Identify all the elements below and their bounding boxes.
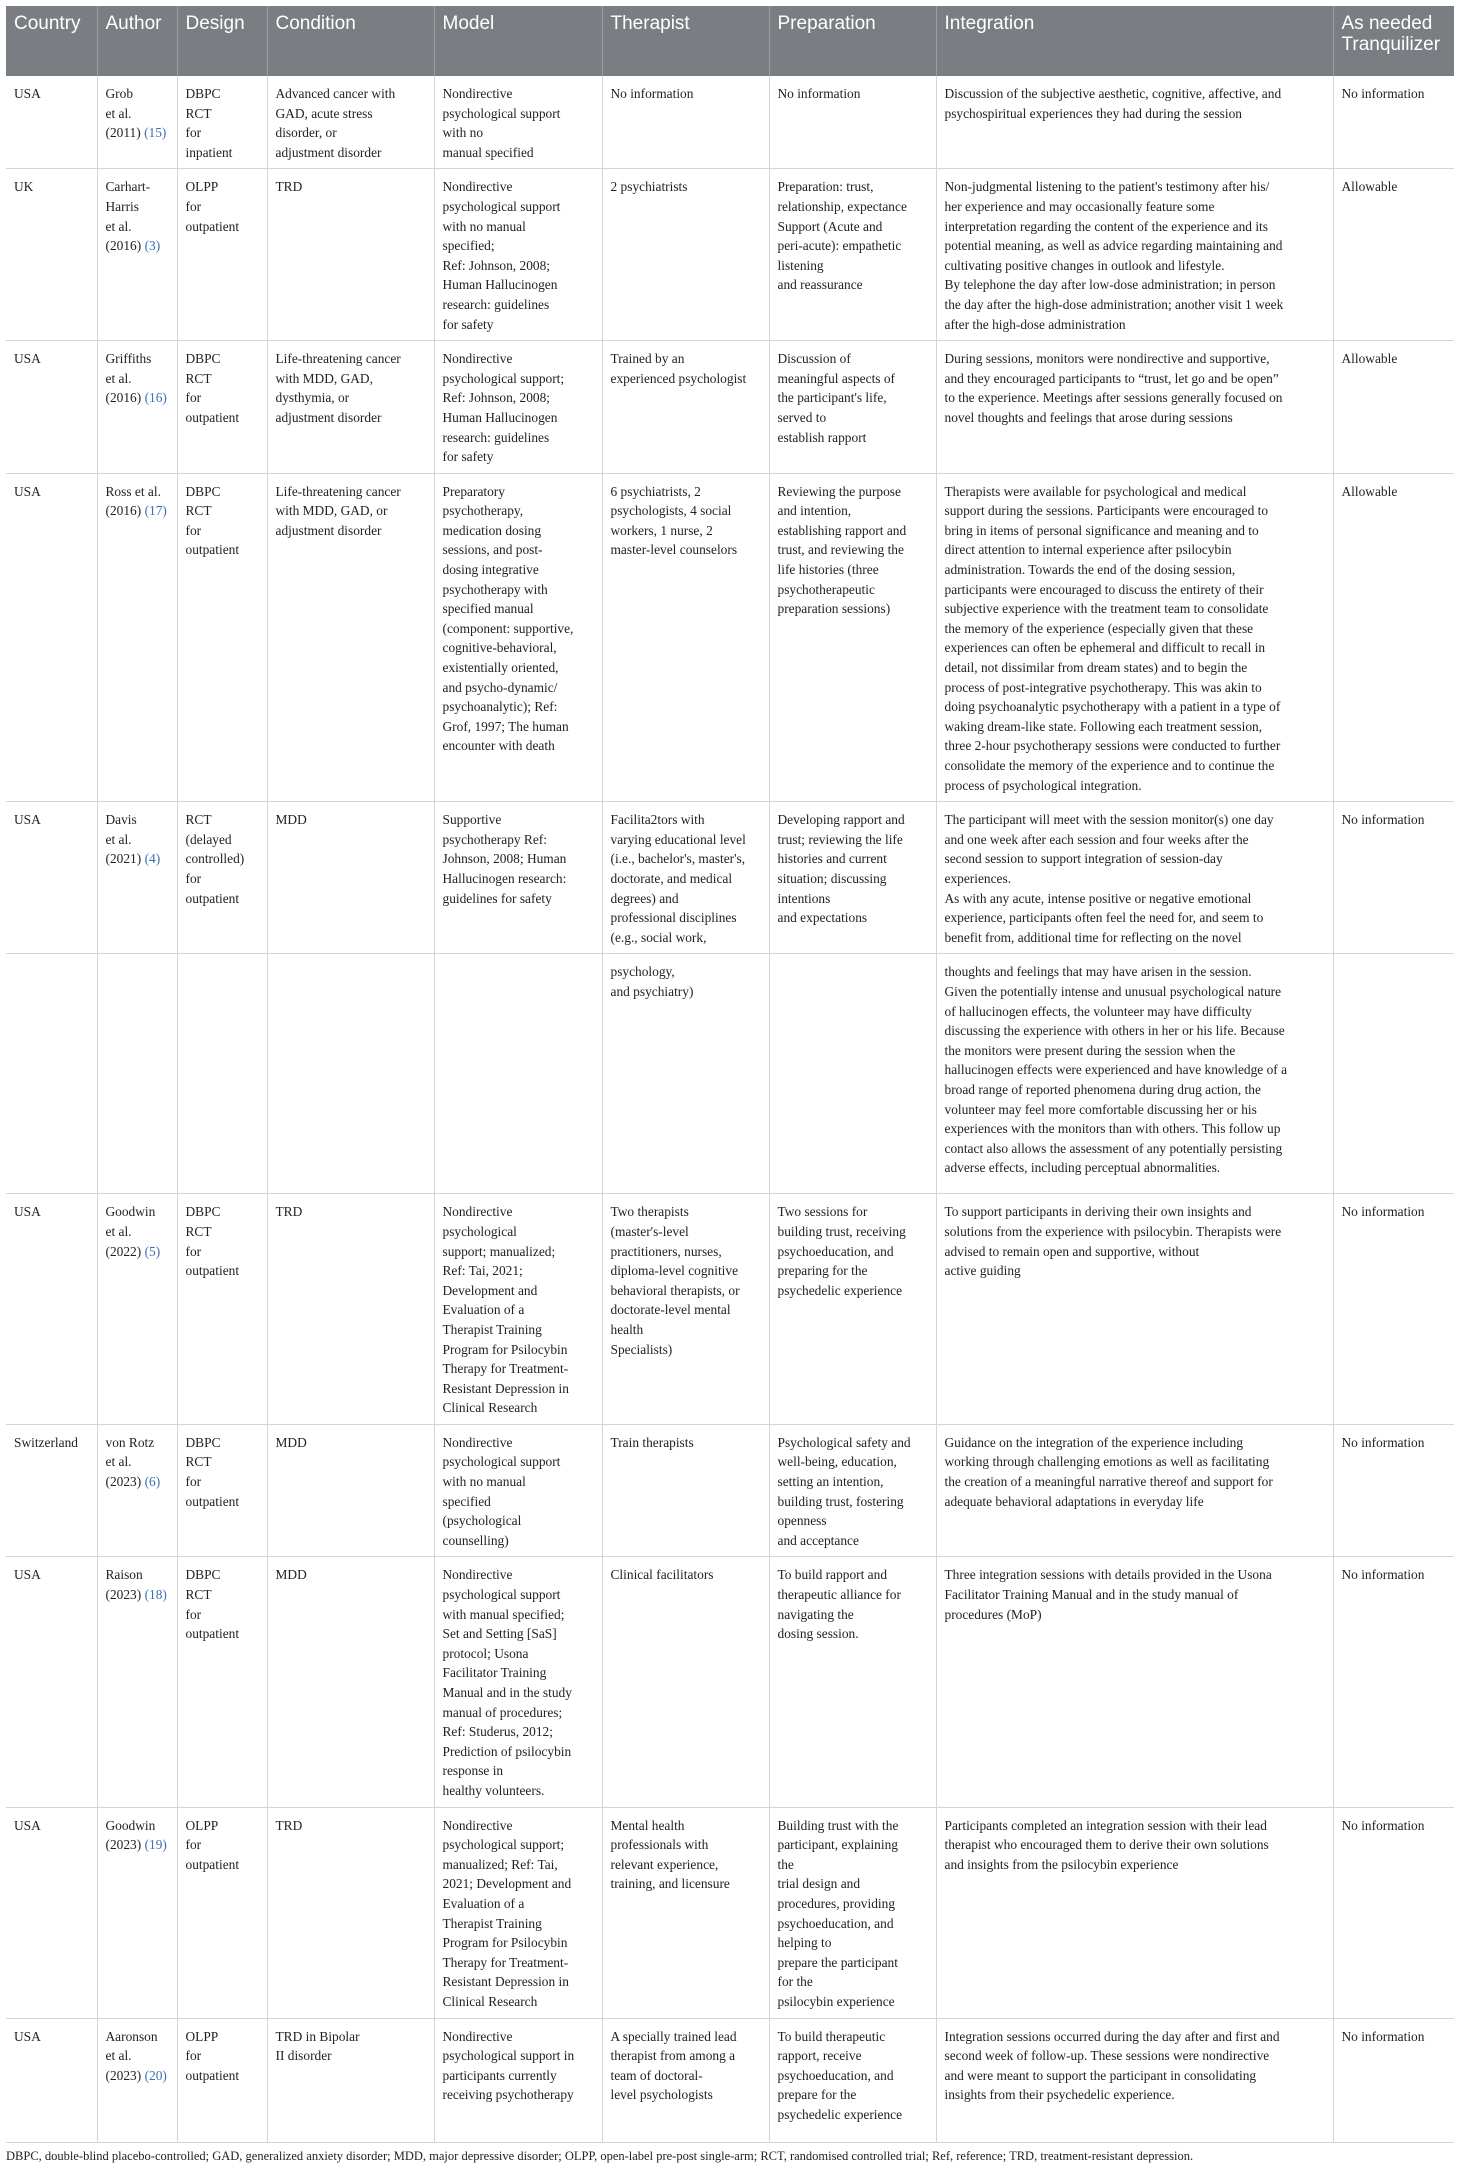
cell-author	[97, 802, 177, 954]
table-row	[6, 1424, 1454, 1557]
reference-link[interactable]: (16)	[144, 390, 167, 406]
cell-text: USA	[14, 1204, 41, 1220]
reference-link[interactable]: (15)	[144, 125, 167, 141]
cell-text: USA	[14, 812, 41, 828]
cell-text: MDD	[275, 812, 307, 828]
cell-model	[434, 1557, 602, 1807]
cell-tranquilizer	[1333, 1557, 1454, 1807]
cell-therapist	[602, 473, 769, 802]
cell-design	[177, 2018, 267, 2142]
cell-tranquilizer	[1333, 169, 1454, 341]
cell-country	[6, 76, 97, 169]
cell-design	[177, 954, 267, 1194]
cell-text: thoughts and feelings that may have arisen in the session. Given the potentially intense and unusual psychological nature of hallucinogen effects, the volunteer may have difficulty discussing the experience with others in her or his life. Because the monitors were present during the session when the hallucinogen effects were experienced and have knowledge of a broad range of reported phenomena during drug action, the volunteer may feel more comfortable discussing her or his experiences with the monitors than with others. This follow up contact also allows the assessment of any potentially persisting adverse effects, including perceptual abnormalities.	[944, 964, 1288, 1176]
cell-tranquilizer	[1333, 802, 1454, 954]
cell-tranquilizer	[1333, 1194, 1454, 1425]
cell-text: Ross et al. (2016)	[105, 483, 161, 519]
cell-text: Developing rapport and trust; reviewing the life histories and current situation; discussing intentions and expectations	[777, 812, 905, 926]
cell-country	[6, 1557, 97, 1807]
reference-link[interactable]: (18)	[144, 1587, 167, 1603]
page	[6, 6, 1454, 2164]
cell-text: DBPC RCT for outpatient	[185, 483, 240, 558]
cell-text: Guidance on the integration of the experience including working through challenging emotions as well as facilitating the creation of a meaningful narrative thereof and support for adequate behavioral adaptations in everyday life	[944, 1434, 1273, 1509]
cell-author	[97, 954, 177, 1194]
cell-integration	[936, 1194, 1333, 1425]
cell-integration	[936, 169, 1333, 341]
cell-text: MDD	[275, 1434, 307, 1450]
cell-preparation	[769, 954, 936, 1194]
reference-link[interactable]: (19)	[144, 1837, 167, 1853]
cell-text: Train therapists	[610, 1434, 694, 1450]
cell-therapist	[602, 341, 769, 474]
cell-text: Non-judgmental listening to the patient's testimony after his/ her experience and may occasionally feature some interpretation regarding the content of the experience and its potential meaning, as well as advice regarding maintaining and cultivating positive changes in outlook and lifestyle. By telephone the day after low-dose administration; in person the day after the high-dose administration; another visit 1 week after the high-dose administration	[944, 179, 1284, 332]
cell-text: Two therapists (master's-level practitioners, nurses, diploma-level cognitive behavioral therapists, or doctorate-level mental health Specialists)	[610, 1204, 740, 1357]
cell-text: psychology, and psychiatry)	[610, 964, 694, 999]
table-body	[6, 76, 1454, 2142]
table-row	[6, 473, 1454, 802]
cell-design	[177, 169, 267, 341]
cell-text: Nondirective psychological support in participants currently receiving psychotherapy	[442, 2028, 575, 2103]
reference-link[interactable]: (6)	[144, 1474, 161, 1490]
cell-preparation	[769, 802, 936, 954]
cell-text: von Rotz et al. (2023)	[105, 1434, 155, 1490]
cell-text: TRD	[275, 179, 303, 195]
cell-integration	[936, 76, 1333, 169]
cell-integration	[936, 473, 1333, 802]
table-row	[6, 169, 1454, 341]
cell-text: Allowable	[1341, 179, 1398, 195]
header-therapist: Therapist	[602, 6, 769, 76]
reference-link[interactable]: (20)	[144, 2067, 167, 2083]
cell-text: TRD	[275, 1204, 303, 1220]
cell-design	[177, 802, 267, 954]
cell-text: USA	[14, 1567, 41, 1583]
cell-country	[6, 802, 97, 954]
header-row	[6, 6, 1454, 76]
cell-author	[97, 2018, 177, 2142]
comparison-table	[6, 6, 1454, 2143]
cell-integration	[936, 802, 1333, 954]
cell-preparation	[769, 341, 936, 474]
cell-text: The participant will meet with the session monitor(s) one day and one week after each session and four weeks after the second session to support integration of session-day experiences. As with any acute, intense positive or negative emotional experience, participants often feel the need for, and seem to benefit from, additional time for reflecting on the novel	[944, 812, 1274, 945]
cell-tranquilizer	[1333, 473, 1454, 802]
cell-text: Nondirective psychological support with no manual specified (psychological counselling)	[442, 1434, 561, 1548]
cell-text: Therapists were available for psychological and medical support during the sessions. Participants were encouraged to bring in items of personal significance and meaning and to direct attention to internal experience after psilocybin administration. Towards the end of the dosing session, participants were encouraged to discuss the entirety of their subjective experience with the treatment team to consolidate the memory of the experience (especially given that these experiences can often be ephemeral and difficult to recall in detail, not dissimilar from dream states) and to begin the process of post-integrative psychotherapy. This was akin to doing psychoanalytic psychotherapy with a patient in a type of waking dream-like state. Following each treatment session, three 2-hour psychotherapy sessions were conducted to further consolidate the memory of the experience and to continue the process of psychological integration.	[944, 483, 1281, 793]
cell-text: To build rapport and therapeutic alliance for navigating the dosing session.	[777, 1567, 901, 1642]
cell-text: DBPC RCT for outpatient	[185, 1567, 240, 1642]
cell-country	[6, 473, 97, 802]
cell-text: DBPC RCT for inpatient	[185, 86, 233, 160]
table-row	[6, 1194, 1454, 1425]
cell-condition	[267, 169, 434, 341]
cell-text: Allowable	[1341, 351, 1398, 367]
reference-link[interactable]: (5)	[144, 1243, 161, 1259]
cell-text: Nondirective psychological support; manualized; Ref: Tai, 2021; Development and Evaluation of a Therapist Training Program for Psilocybin Therapy for Treatment- Resistant Depression in Clinical Research	[442, 1204, 569, 1416]
cell-text: Supportive psychotherapy Ref: Johnson, 2008; Human Hallucinogen research: guidelines for safety	[442, 812, 567, 906]
cell-text: Trained by an experienced psychologist	[610, 351, 747, 386]
cell-country	[6, 954, 97, 1194]
cell-text: Nondirective psychological support; Ref: Johnson, 2008; Human Hallucinogen research: guidelines for safety	[442, 351, 565, 465]
table-row	[6, 1807, 1454, 2018]
cell-text: Davis et al. (2021)	[105, 812, 142, 867]
cell-text: Two sessions for building trust, receiving psychoeducation, and preparing for the psychedelic experience	[777, 1204, 906, 1298]
cell-text: Discussion of the subjective aesthetic, cognitive, affective, and psychospiritual experiences they had during the session	[944, 86, 1282, 121]
cell-preparation	[769, 2018, 936, 2142]
cell-condition	[267, 76, 434, 169]
cell-text: No information	[610, 86, 694, 101]
cell-therapist	[602, 1807, 769, 2018]
cell-condition	[267, 473, 434, 802]
cell-preparation	[769, 473, 936, 802]
cell-author	[97, 1557, 177, 1807]
cell-text: Psychological safety and well-being, education, setting an intention, building trust, fostering openness and acceptance	[777, 1434, 911, 1548]
cell-model	[434, 473, 602, 802]
cell-text: Goodwin (2023)	[105, 1817, 156, 1853]
cell-text: UK	[14, 179, 34, 195]
table-row	[6, 341, 1454, 474]
cell-text: Carhart- Harris et al. (2016)	[105, 179, 151, 254]
cell-text: No information	[1341, 812, 1425, 828]
cell-model	[434, 169, 602, 341]
header-author: Author	[97, 6, 177, 76]
cell-author	[97, 473, 177, 802]
cell-design	[177, 341, 267, 474]
cell-integration	[936, 2018, 1333, 2142]
cell-text: Nondirective psychological support with no manual specified	[442, 86, 561, 160]
cell-country	[6, 2018, 97, 2142]
cell-preparation	[769, 1557, 936, 1807]
cell-text: Allowable	[1341, 483, 1398, 499]
header-preparation: Preparation	[769, 6, 936, 76]
cell-text: Preparatory psychotherapy, medication dosing sessions, and post- dosing integrative psychotherapy with specified manual (component: supportive, cognitive-behavioral, existentially oriented, and psycho-dynamic/ psychoanalytic); Ref: Grof, 1997; The human encounter with death	[442, 483, 574, 754]
cell-therapist	[602, 954, 769, 1194]
cell-text: No information	[1341, 86, 1425, 101]
cell-author	[97, 1424, 177, 1557]
cell-text: MDD	[275, 1567, 307, 1583]
cell-preparation	[769, 1194, 936, 1425]
cell-text: To build therapeutic rapport, receive psychoeducation, and prepare for the psychedelic experience	[777, 2028, 903, 2122]
cell-model	[434, 1807, 602, 2018]
cell-country	[6, 1424, 97, 1557]
cell-design	[177, 1194, 267, 1425]
cell-text: USA	[14, 483, 41, 499]
cell-integration	[936, 1807, 1333, 2018]
cell-model	[434, 1194, 602, 1425]
cell-text: DBPC RCT for outpatient	[185, 351, 240, 425]
cell-text: No information	[1341, 1434, 1425, 1450]
cell-country	[6, 1807, 97, 2018]
cell-integration	[936, 954, 1333, 1194]
cell-text: Switzerland	[14, 1434, 78, 1450]
cell-author	[97, 341, 177, 474]
cell-design	[177, 1807, 267, 2018]
cell-condition	[267, 802, 434, 954]
cell-tranquilizer	[1333, 954, 1454, 1194]
cell-text: Building trust with the participant, explaining the trial design and procedures, providing psychoeducation, and helping to prepare the participant for the psilocybin experience	[777, 1817, 899, 2009]
cell-country	[6, 341, 97, 474]
header-model: Model	[434, 6, 602, 76]
cell-therapist	[602, 1194, 769, 1425]
cell-integration	[936, 1424, 1333, 1557]
cell-condition	[267, 1194, 434, 1425]
cell-text: TRD	[275, 1817, 303, 1833]
cell-therapist	[602, 2018, 769, 2142]
cell-text: DBPC RCT for outpatient	[185, 1434, 240, 1509]
table-row	[6, 802, 1454, 954]
cell-author	[97, 76, 177, 169]
cell-text: Preparation: trust, relationship, expectance Support (Acute and peri-acute): empathetic listening and reassurance	[777, 179, 907, 293]
cell-condition	[267, 1807, 434, 2018]
cell-text: Advanced cancer with GAD, acute stress disorder, or adjustment disorder	[275, 86, 396, 160]
cell-text: Nondirective psychological support with no manual specified; Ref: Johnson, 2008; Human Hallucinogen research: guidelines for safety	[442, 179, 561, 332]
cell-text: Goodwin et al. (2022)	[105, 1204, 156, 1259]
cell-text: USA	[14, 86, 41, 101]
cell-design	[177, 473, 267, 802]
footnote: DBPC, double-blind placebo-controlled; GAD, generalized anxiety disorder; MDD, major depressive disorder; OLPP, open-label pre-post single-arm; RCT, randomised controlled trial; Ref, reference; TRD, treatment-resistant depression.	[6, 2148, 1194, 2163]
cell-text: Griffiths et al. (2016)	[105, 351, 152, 406]
cell-text: No information	[1341, 2028, 1425, 2044]
cell-text: Discussion of meaningful aspects of the participant's life, served to establish rapport	[777, 351, 896, 445]
cell-model	[434, 1424, 602, 1557]
cell-preparation	[769, 1807, 936, 2018]
header-tranquilizer: As needed Tranquilizer	[1333, 6, 1454, 76]
header-country: Country	[6, 6, 97, 76]
cell-text: No information	[1341, 1817, 1425, 1833]
cell-text: RCT (delayed controlled) for outpatient	[185, 812, 245, 906]
cell-model	[434, 341, 602, 474]
cell-text: Life-threatening cancer with MDD, GAD, dysthymia, or adjustment disorder	[275, 351, 401, 425]
cell-text: Reviewing the purpose and intention, establishing rapport and trust, and reviewing the life histories (three psychotherapeutic preparation sessions)	[777, 483, 907, 617]
cell-therapist	[602, 76, 769, 169]
cell-text: No information	[1341, 1567, 1425, 1583]
table-row	[6, 954, 1454, 1194]
cell-text: Facilita2tors with varying educational level (i.e., bachelor's, master's, doctorate, and medical degrees) and professional disciplines (e.g., social work,	[610, 812, 746, 945]
cell-text: DBPC RCT for outpatient	[185, 1204, 240, 1279]
cell-text: Raison (2023)	[105, 1567, 143, 1603]
cell-tranquilizer	[1333, 1807, 1454, 2018]
cell-country	[6, 1194, 97, 1425]
cell-preparation	[769, 1424, 936, 1557]
table-row	[6, 2018, 1454, 2142]
cell-text: To support participants in deriving their own insights and solutions from the experience with psilocybin. Therapists were advised to remain open and supportive, without active guiding	[944, 1204, 1282, 1279]
reference-link[interactable]: (4)	[144, 851, 161, 867]
cell-text: Clinical facilitators	[610, 1567, 714, 1583]
cell-model	[434, 954, 602, 1194]
table-row	[6, 1557, 1454, 1807]
header-condition: Condition	[267, 6, 434, 76]
cell-integration	[936, 341, 1333, 474]
cell-design	[177, 1557, 267, 1807]
cell-tranquilizer	[1333, 2018, 1454, 2142]
cell-model	[434, 76, 602, 169]
cell-design	[177, 76, 267, 169]
reference-link[interactable]: (17)	[144, 503, 167, 519]
cell-text: During sessions, monitors were nondirective and supportive, and they encouraged participants to “trust, let go and be open” to the experience. Meetings after sessions generally focused on novel thoughts and feelings that arose during sessions	[944, 351, 1283, 425]
cell-country	[6, 169, 97, 341]
cell-tranquilizer	[1333, 76, 1454, 169]
cell-condition	[267, 341, 434, 474]
cell-text: USA	[14, 351, 41, 367]
cell-condition	[267, 954, 434, 1194]
cell-text: Participants completed an integration session with their lead therapist who encouraged them to derive their own solutions and insights from the psilocybin experience	[944, 1817, 1269, 1872]
cell-text: Life-threatening cancer with MDD, GAD, or adjustment disorder	[275, 483, 401, 538]
cell-text: Grob et al. (2011)	[105, 86, 141, 141]
cell-author	[97, 1194, 177, 1425]
reference-link[interactable]: (3)	[144, 238, 161, 254]
cell-condition	[267, 1557, 434, 1807]
cell-text: Three integration sessions with details provided in the Usona Facilitator Training Manual and in the study manual of procedures (MoP)	[944, 1567, 1272, 1622]
cell-therapist	[602, 1424, 769, 1557]
cell-author	[97, 169, 177, 341]
table-row	[6, 76, 1454, 169]
cell-condition	[267, 1424, 434, 1557]
cell-text: Nondirective psychological support; manualized; Ref: Tai, 2021; Development and Evaluation of a Therapist Training Program for Psilocybin Therapy for Treatment- Resistant Depression in Clinical Research	[442, 1817, 572, 2009]
cell-therapist	[602, 169, 769, 341]
cell-model	[434, 2018, 602, 2142]
cell-text: No information	[777, 86, 861, 101]
cell-text: Aaronson et al. (2023)	[105, 2028, 158, 2083]
cell-text: Mental health professionals with relevant experience, training, and licensure	[610, 1817, 730, 1892]
cell-text: Integration sessions occurred during the day after and first and second week of follow-up. These sessions were nondirective and were meant to support the participant in consolidating insights from their psychedelic experience.	[944, 2028, 1280, 2103]
cell-text: 6 psychiatrists, 2 psychologists, 4 social workers, 1 nurse, 2 master-level counselors	[610, 483, 738, 558]
cell-therapist	[602, 802, 769, 954]
cell-tranquilizer	[1333, 1424, 1454, 1557]
cell-text: OLPP for outpatient	[185, 179, 240, 234]
cell-text: OLPP for outpatient	[185, 1817, 240, 1872]
cell-design	[177, 1424, 267, 1557]
cell-text: A specially trained lead therapist from among a team of doctoral- level psychologists	[610, 2028, 737, 2103]
cell-integration	[936, 1557, 1333, 1807]
cell-text: Nondirective psychological support with manual specified; Set and Setting [SaS] protocol; Usona Facilitator Training Manual and in the study manual of procedures; Ref: Studerus, 2012; Prediction of psilocybin response in healthy volunteers.	[442, 1567, 572, 1798]
cell-text: TRD in Bipolar II disorder	[275, 2028, 360, 2064]
cell-text: OLPP for outpatient	[185, 2028, 240, 2083]
cell-text: No information	[1341, 1204, 1425, 1220]
cell-text: USA	[14, 2028, 41, 2044]
cell-preparation	[769, 169, 936, 341]
cell-tranquilizer	[1333, 341, 1454, 474]
header-design: Design	[177, 6, 267, 76]
cell-author	[97, 1807, 177, 2018]
cell-condition	[267, 2018, 434, 2142]
cell-text: 2 psychiatrists	[610, 179, 688, 195]
header-integration: Integration	[936, 6, 1333, 76]
cell-preparation	[769, 76, 936, 169]
cell-text: USA	[14, 1817, 41, 1833]
cell-model	[434, 802, 602, 954]
cell-therapist	[602, 1557, 769, 1807]
